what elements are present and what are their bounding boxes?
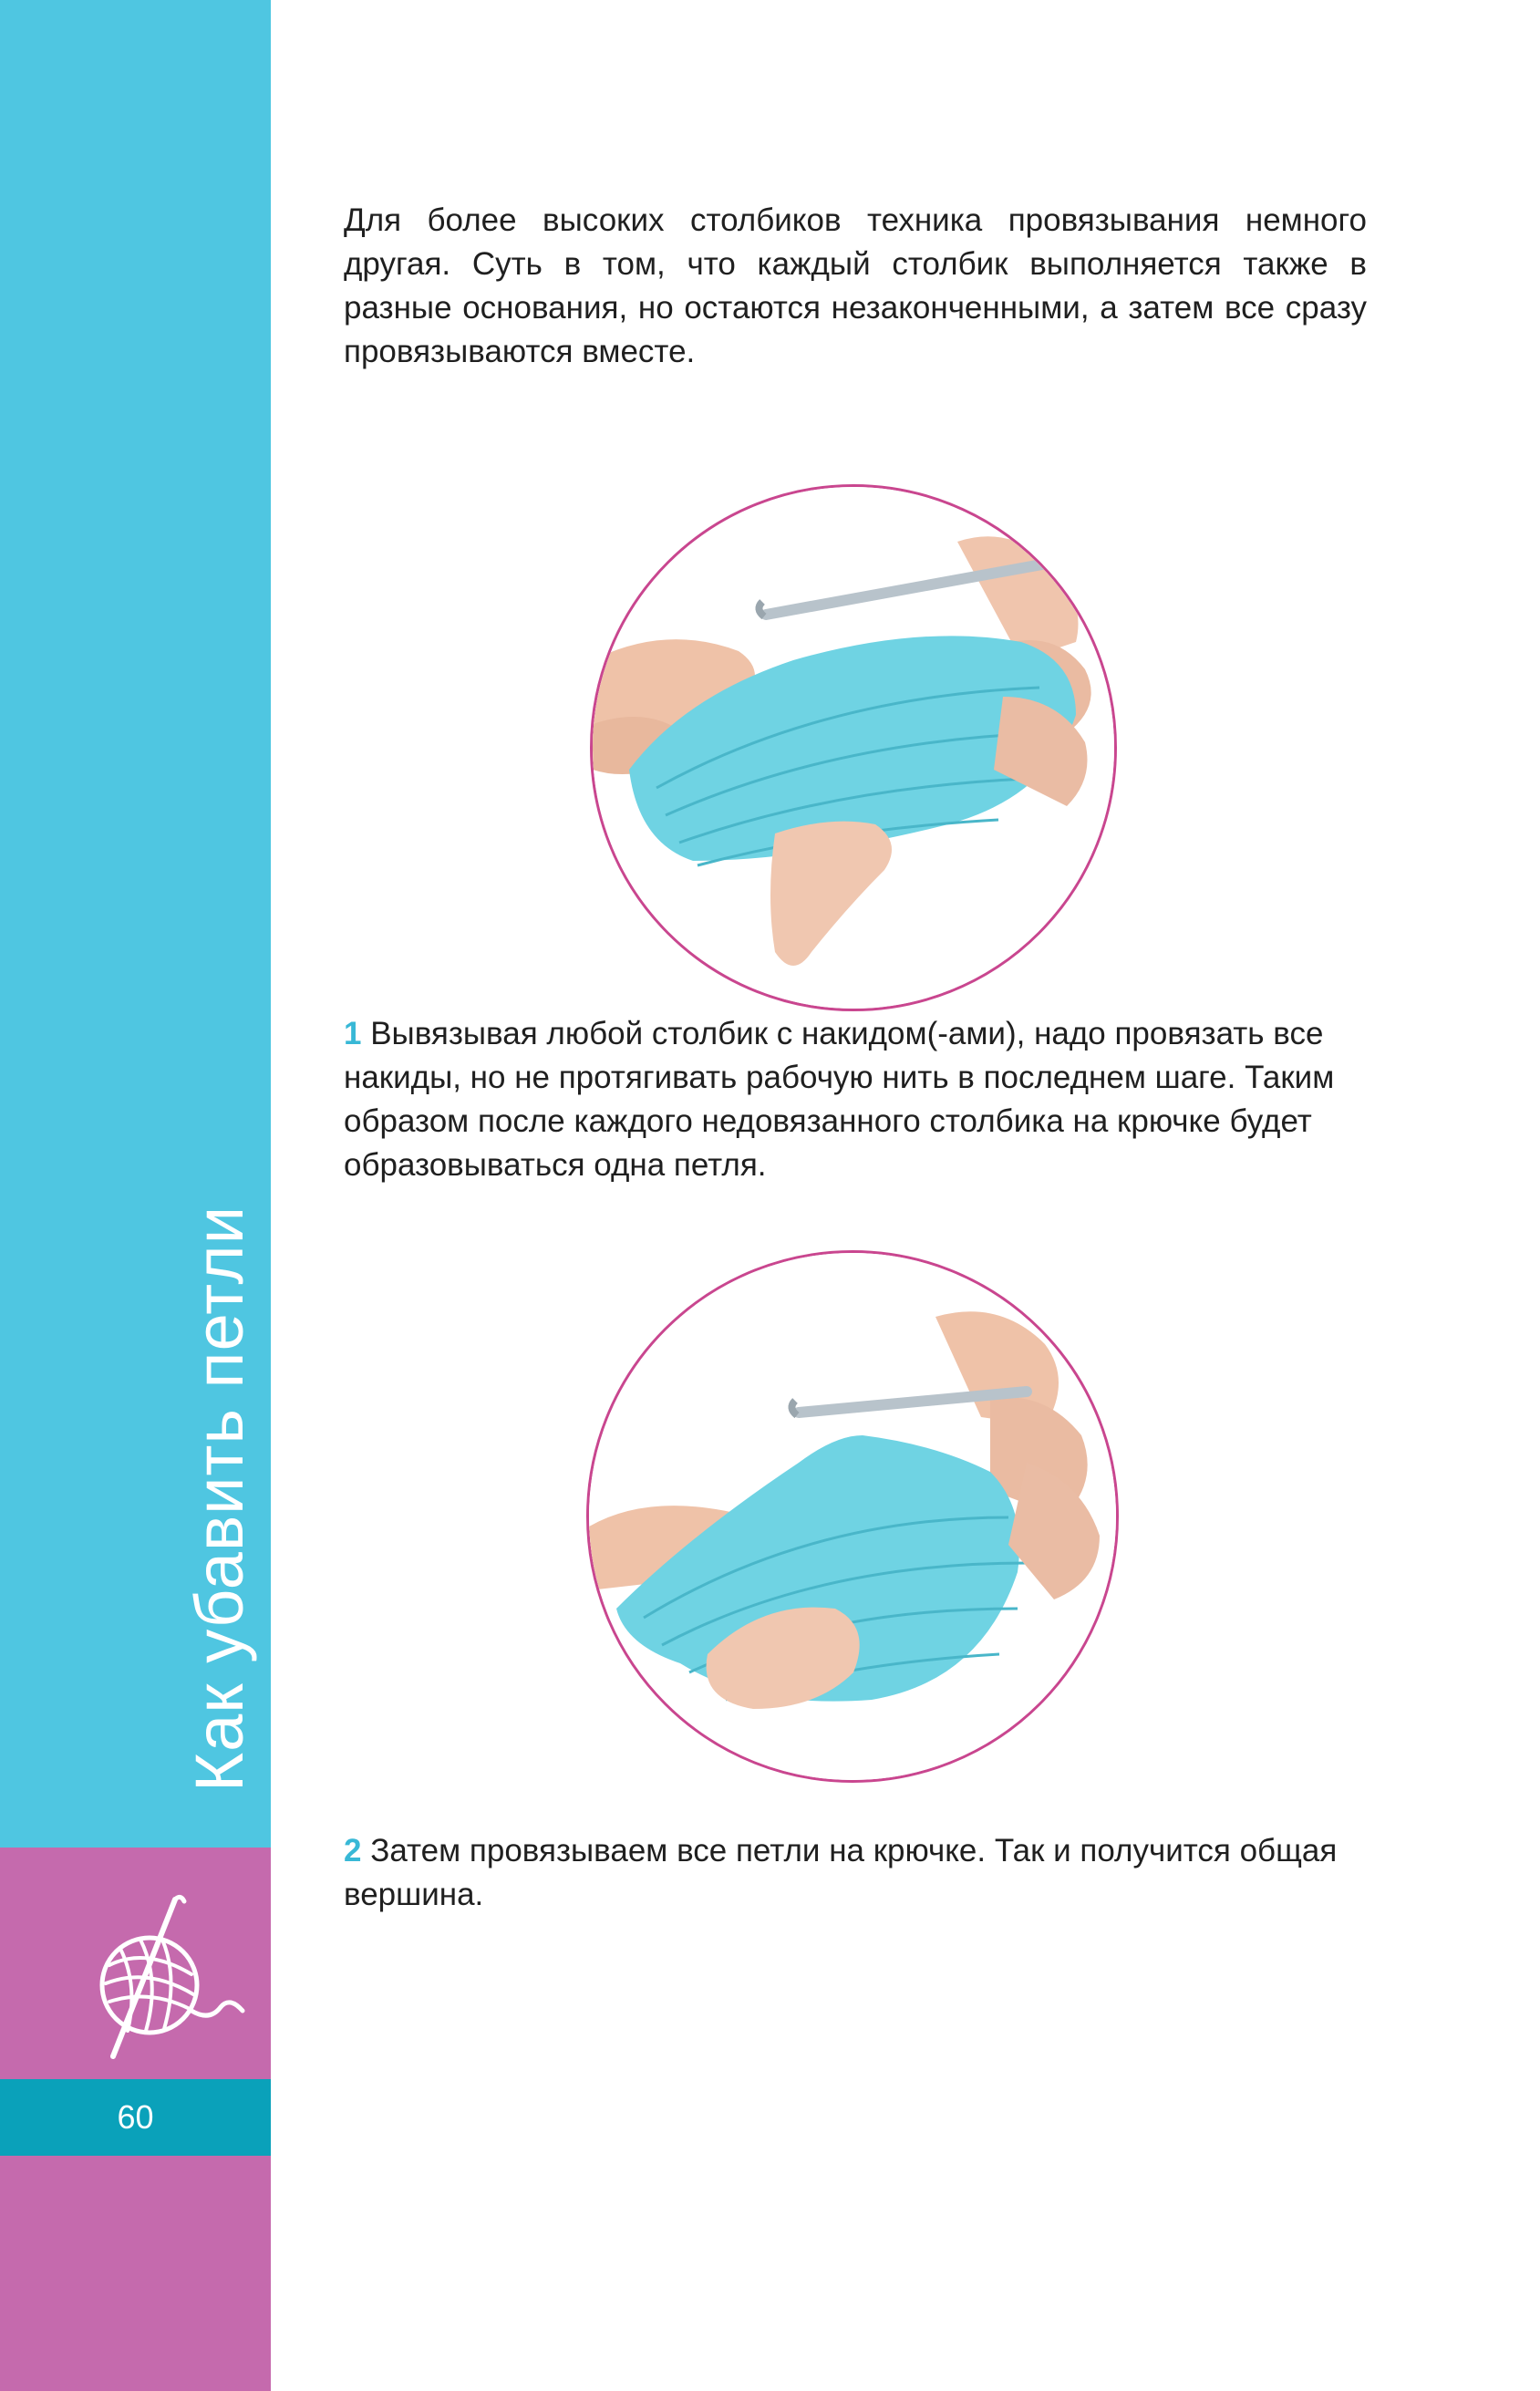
step-2-text: Затем провязываем все петли на крючке. Так и получится общая вершина. <box>344 1833 1338 1912</box>
crochet-step-2-photo <box>586 1250 1119 1783</box>
step-1-number: 1 <box>344 1016 362 1051</box>
yarn-ball-with-hook-icon <box>66 1883 248 2065</box>
crochet-step-1-photo <box>590 484 1117 1011</box>
sidebar <box>0 0 271 2391</box>
step-1-text: Вывязывая любой столбик с накидом(-ами), надо провязать все накиды, но не протягивать рабочую нить в последнем шаге. Таким образом после каждого недовязанного столбика на крючке будет образовываться одна петля. <box>344 1016 1335 1183</box>
intro-paragraph: Для более высоких столбиков техника провязывания немного другая. Суть в том, что каждый столбик выполняется также в разные основания, но остаются незаконченными, а затем все сразу провязываются вместе. <box>344 202 1367 369</box>
step-2-number: 2 <box>344 1833 362 1868</box>
page-number: 60 <box>117 2098 154 2136</box>
step-2-paragraph <box>344 1829 1367 1917</box>
step-1-paragraph <box>344 1012 1367 1187</box>
section-title: Как убавить петли <box>181 1205 257 1792</box>
